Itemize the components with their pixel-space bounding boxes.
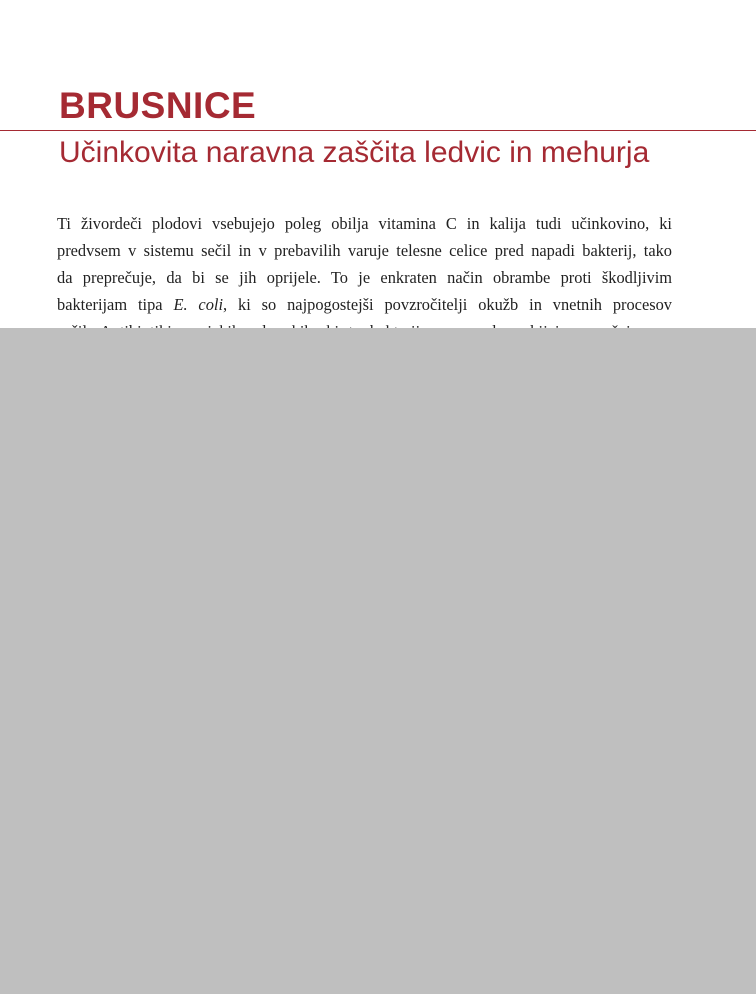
content-placeholder-overlay — [0, 328, 756, 994]
paragraph-line — [57, 291, 672, 318]
paragraph-line: predvsem v sistemu sečil in v prebavilih varuje telesne celice pred napadi bakterij, tako — [57, 241, 672, 260]
title-divider — [0, 130, 756, 131]
page-title: BRUSNICE — [59, 85, 257, 126]
paragraph-line: da preprečuje, da bi se jih oprijele. To je enkraten način obrambe proti škodljivim — [57, 268, 672, 287]
line-text: bakterijam tipa — [57, 295, 174, 314]
page-subtitle: Učinkovita naravna zaščita ledvic in mehurja — [59, 136, 650, 169]
species-name: E. coli — [173, 295, 224, 314]
body-paragraph — [57, 210, 672, 345]
paragraph-line: Ti živordeči plodovi vsebujejo poleg obilja vitamina C in kalija tudi učinkovino, ki — [57, 214, 672, 233]
line-text: , ki so najpogostejši povzročitelji okužb in vnetnih procesov — [223, 295, 672, 314]
